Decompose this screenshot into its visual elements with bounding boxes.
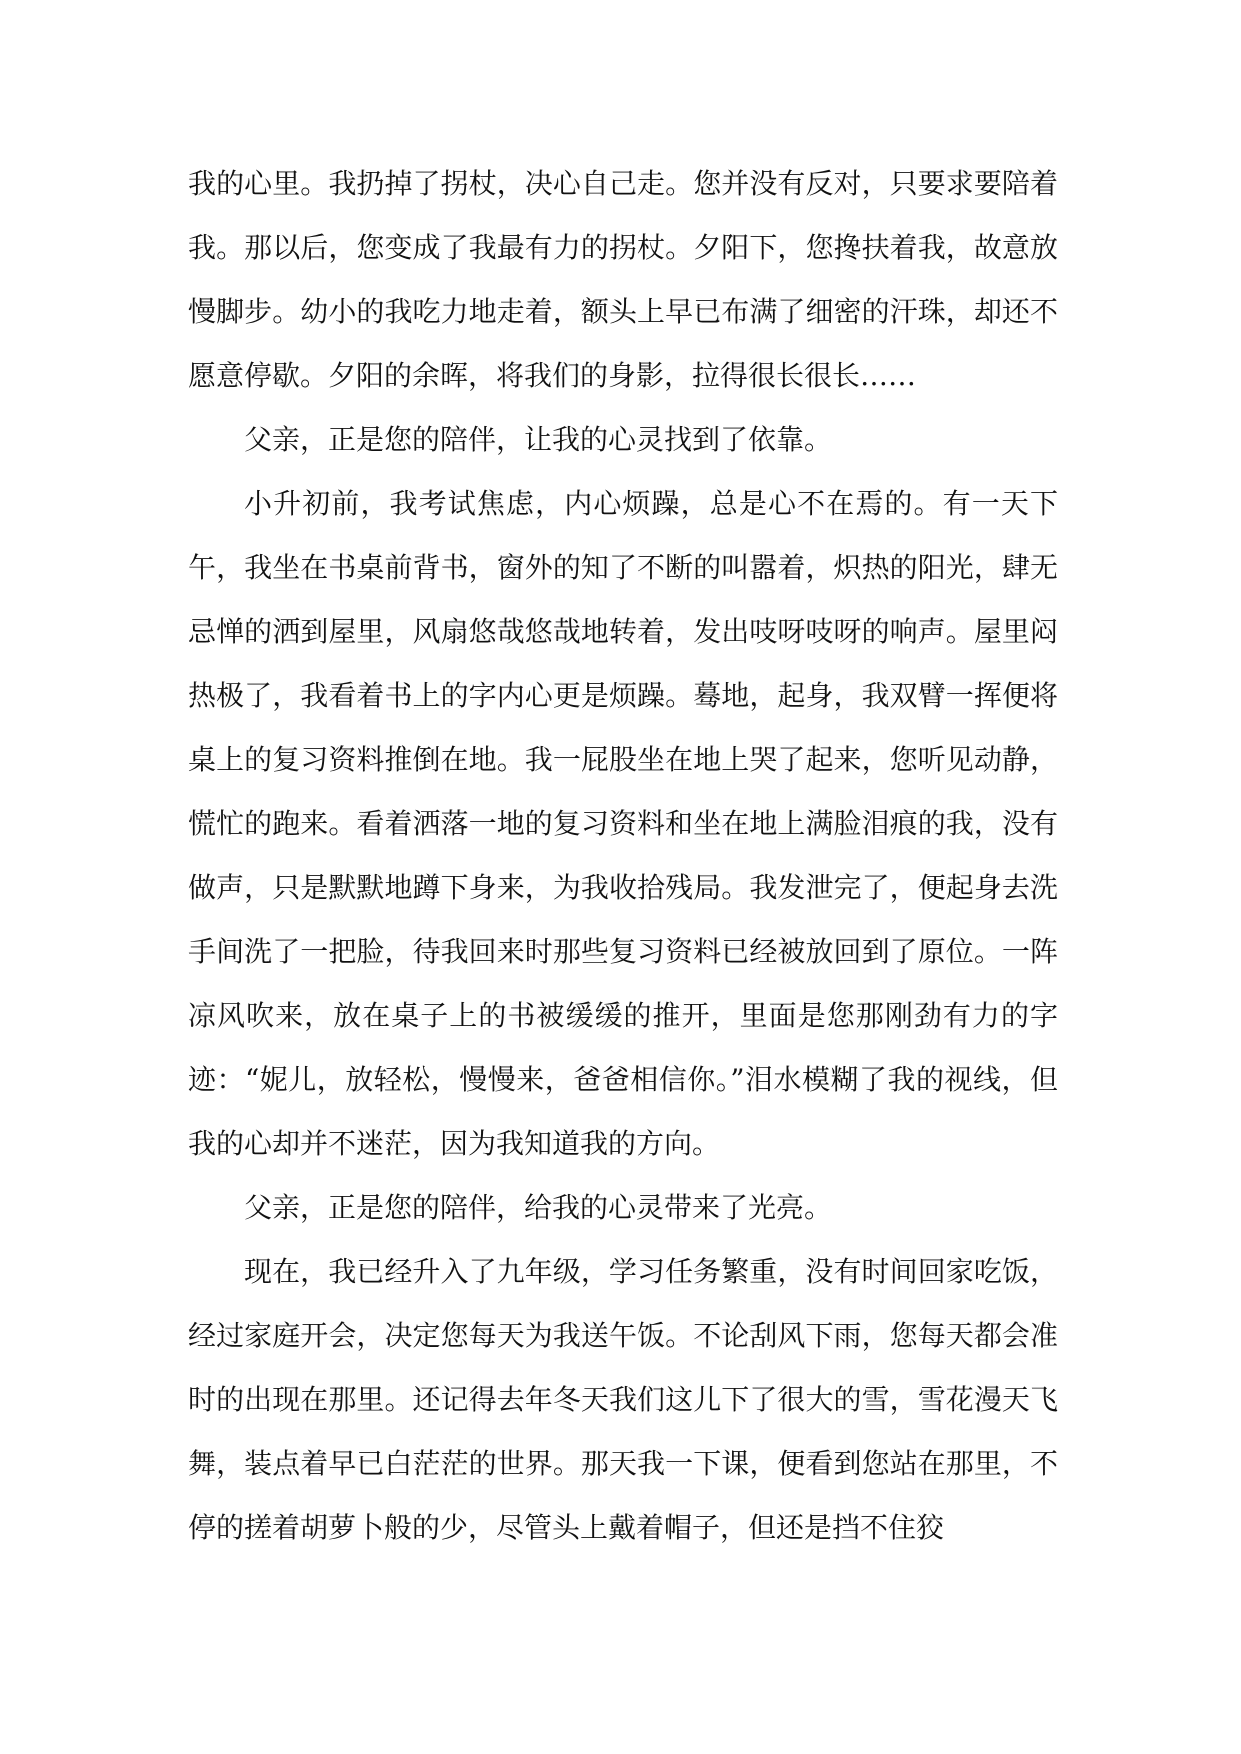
paragraph-2: 父亲，正是您的陪伴，让我的心灵找到了依靠。: [244, 423, 833, 456]
paragraph-1: 我的心里。我扔掉了拐杖，决心自己走。您并没有反对，只要求要陪着我。那以后，您变成了我最有力的拐杖。夕阳下，您搀扶着我，故意放慢脚步。幼小的我吃力地走着，额头上早已布满了细密的汗珠，却还不愿意停歇。夕阳的余晖，将我们的身影，拉得很长很长……: [188, 167, 1058, 392]
paragraph-3: 小升初前，我考试焦虑，内心烦躁，总是心不在焉的。有一天下午，我坐在书桌前背书，窗外的知了不断的叫嚣着，炽热的阳光，肆无忌惮的洒到屋里，风扇悠哉悠哉地转着，发出吱呀吱呀的响声。屋里闷热极了，我看着书上的字内心更是烦躁。蓦地，起身，我双臂一挥便将桌上的复习资料推倒在地。我一屁股坐在地上哭了起来，您听见动静，慌忙的跑来。看着洒落一地的复习资料和坐在地上满脸泪痕的我，没有做声，只是默默地蹲下身来，为我收拾残局。我发泄完了，便起身去洗手间洗了一把脸，待我回来时那些复习资料已经被放回到了原位。一阵凉风吹来，放在桌子上的书被缓缓的推开，里面是您那刚劲有力的字迹：“妮儿，放轻松，慢慢来，爸爸相信你。”泪水模糊了我的视线，但我的心却并不迷茫，因为我知道我的方向。: [188, 487, 1058, 1160]
body-text: [188, 152, 1058, 1560]
paragraph-4: 父亲，正是您的陪伴，给我的心灵带来了光亮。: [244, 1191, 833, 1224]
paragraph-5: 现在，我已经升入了九年级，学习任务繁重，没有时间回家吃饭，经过家庭开会，决定您每天为我送午饭。不论刮风下雨，您每天都会准时的出现在那里。还记得去年冬天我们这儿下了很大的雪，雪花漫天飞舞，装点着早已白茫茫的世界。那天我一下课，便看到您站在那里，不停的搓着胡萝卜般的少，尽管头上戴着帽子，但还是挡不住狡: [188, 1255, 1058, 1544]
